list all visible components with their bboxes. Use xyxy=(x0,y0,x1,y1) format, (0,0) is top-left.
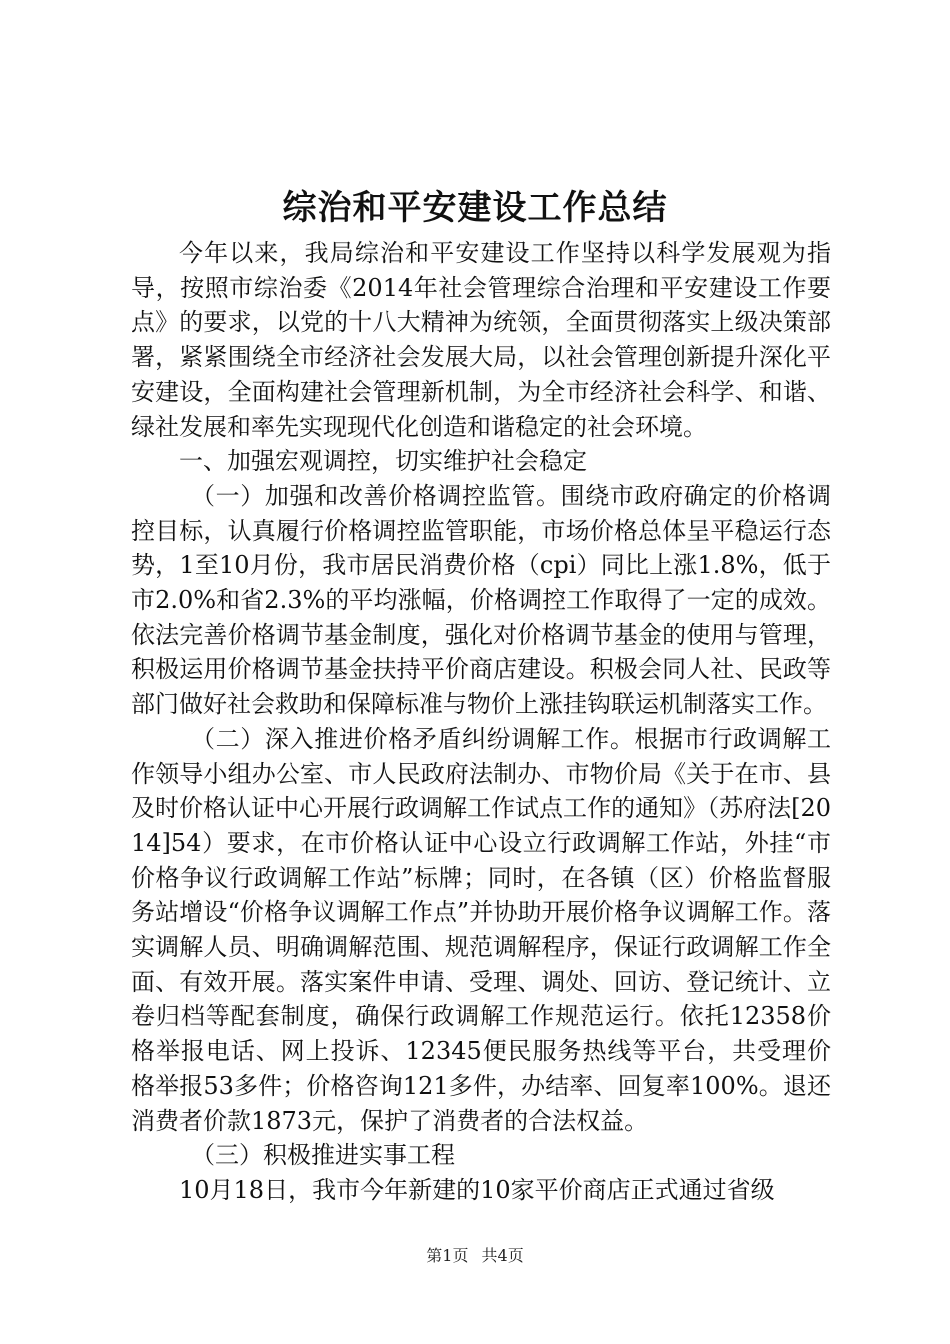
document-body xyxy=(131,236,831,1208)
body-paragraph: 10月18日，我市今年新建的10家平价商店正式通过省级 xyxy=(179,1175,775,1204)
section-heading: 一、加强宏观调控，切实维护社会稳定 xyxy=(179,447,587,476)
body-paragraph: 今年以来，我局综治和平安建设工作坚持以科学发展观为指导，按照市综治委《2014年社会管理综合治理和平安建设工作要点》的要求，以党的十八大精神为统领，全面贯彻落实上级决策部署，紧紧围绕全市经济社会发展大局，以社会管理创新提升深化平安建设，全面构建社会管理新机制，为全市经济社会科学、和谐、绿社发展和率先实现现代化创造和谐稳定的社会环境。 xyxy=(131,239,831,441)
page-number: 第1页 xyxy=(426,1246,469,1265)
document-title: 综治和平安建设工作总结 xyxy=(282,188,668,228)
body-paragraph: （一）加强和改善价格调控监管。围绕市政府确定的价格调控目标，认真履行价格调控监管职能，市场价格总体呈平稳运行态势，1至10月份，我市居民消费价格（cpi）同比上涨1.8%，低于市2.0%和省2.3%的平均涨幅，价格调控工作取得了一定的成效。依法完善价格调节基金制度，强化对价格调节基金的使用与管理，积极运用价格调节基金扶持平价商店建设。积极会同人社、民政等部门做好社会救助和保障标准与物价上涨挂钩联运机制落实工作。 xyxy=(131,481,831,719)
page-footer xyxy=(0,1245,950,1267)
body-paragraph: （三）积极推进实事工程 xyxy=(191,1141,455,1170)
page-total: 共4页 xyxy=(481,1246,524,1265)
body-paragraph: （二）深入推进价格矛盾纠纷调解工作。根据市行政调解工作领导小组办公室、市人民政府法制办、市物价局《关于在市、县及时价格认证中心开展行政调解工作试点工作的通知》（苏府法[2014]54）要求，在市价格认证中心设立行政调解工作站，外挂“市价格争议行政调解工作站”标牌；同时，在各镇（区）价格监督服务站增设“价格争议调解工作点”并协助开展价格争议调解工作。落实调解人员、明确调解范围、规范调解程序，保证行政调解工作全面、有效开展。落实案件申请、受理、调处、回访、登记统计、立卷归档等配套制度，确保行政调解工作规范运行。依托12358价格举报电话、网上投诉、12345便民服务热线等平台，共受理价格举报53多件；价格咨询121多件，办结率、回复率100%。退还消费者价款1873元，保护了消费者的合法权益。 xyxy=(131,724,831,1135)
